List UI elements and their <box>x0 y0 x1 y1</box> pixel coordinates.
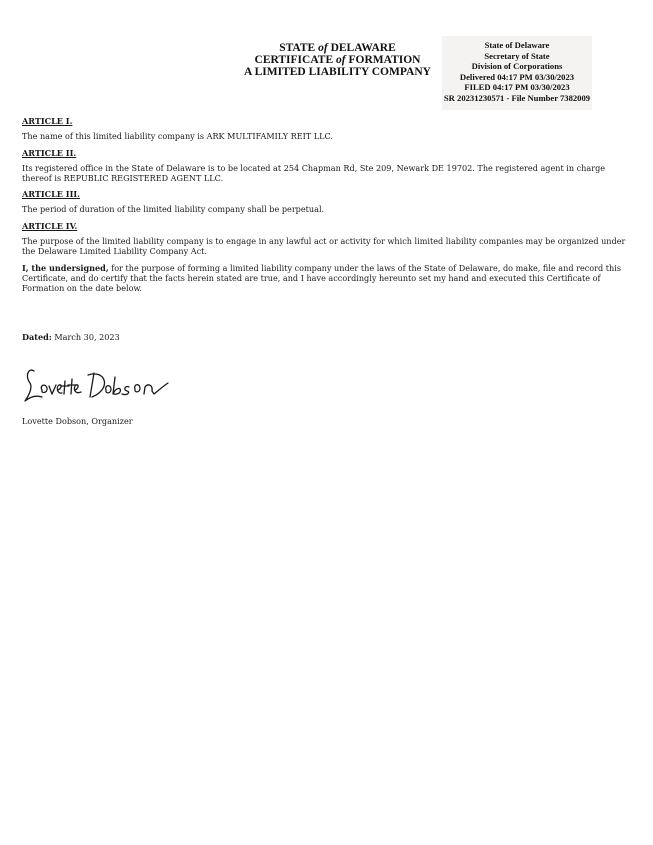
header-line-2: CERTIFICATE of FORMATION <box>254 54 421 66</box>
stamp-line: FILED 04:17 PM 03/30/2023 <box>464 82 570 93</box>
certification-lead: I, the undersigned, <box>22 263 109 273</box>
document-header <box>200 42 475 78</box>
article-3-title: ARTICLE III. <box>22 189 80 199</box>
stamp-line: Delivered 04:17 PM 03/30/2023 <box>459 71 575 82</box>
article-4-title: ARTICLE IV. <box>22 221 78 231</box>
dated-label: Dated: <box>22 332 52 342</box>
filing-stamp <box>442 36 592 110</box>
header-line-3: A LIMITED LIABILITY COMPANY <box>244 66 431 78</box>
stamp-line: Secretary of State <box>484 50 550 61</box>
certification-paragraph <box>22 263 632 293</box>
article-4-text: The purpose of the limited liability company is to engage in any lawful act or activity for which limited liability companies may be organized under the Delaware Limited Liability Company Act. <box>22 236 626 256</box>
article-1-title: ARTICLE I. <box>22 116 73 126</box>
article-3-text: The period of duration of the limited liability company shall be perpetual. <box>22 204 325 214</box>
stamp-line: SR 20231230571 - File Number 7382009 <box>443 92 591 103</box>
stamp-line: State of Delaware <box>484 40 550 50</box>
document-body <box>22 116 632 298</box>
article-2-title: ARTICLE II. <box>22 148 77 158</box>
dated-value: March 30, 2023 <box>51 332 120 342</box>
handwritten-signature <box>22 357 172 409</box>
dated-line <box>22 332 120 342</box>
organizer-name: Lovette Dobson, Organizer <box>22 416 133 426</box>
stamp-line: Division of Corporations <box>471 61 563 72</box>
article-1-text: The name of this limited liability company is ARK MULTIFAMILY REIT LLC. <box>22 131 334 141</box>
header-line-1: STATE of DELAWARE <box>279 42 396 54</box>
article-2-text: Its registered office in the State of Delaware is to be located at 254 Chapman Rd, Ste 209, Newark DE 19702. The registered agent in charge thereof is REPUBLIC REGISTERED AGENT LLC. <box>22 163 606 183</box>
certification-text: for the purpose of forming a limited liability company under the laws of the State of Delaware, do make, file and record this Certificate, and do certify that the facts herein stated are true, and I have accordingly hereunto set my hand and executed this Certificate of Formation on the date below. <box>22 263 621 293</box>
